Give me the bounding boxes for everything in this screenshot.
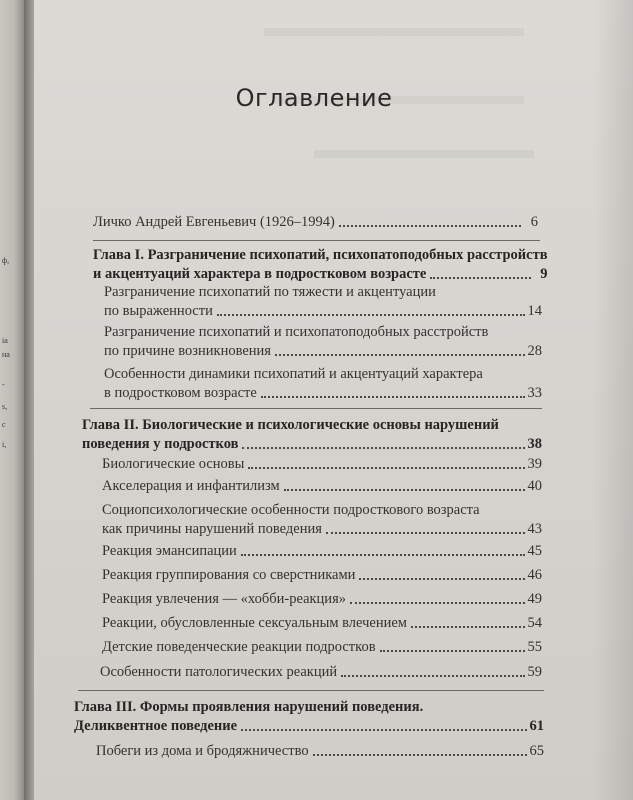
- toc-entry-title: Личко Андрей Евгеньевич (1926–1994): [93, 214, 335, 230]
- toc-entry-title: Реакция увлечения — «хобби-реакция»: [102, 591, 346, 607]
- toc-page-number: 43: [527, 521, 542, 537]
- show-through-shadow: [314, 150, 534, 158]
- dot-leader: [380, 650, 525, 652]
- left-page-text-fragment: і,: [2, 440, 7, 449]
- toc-entry-title: Биологические основы: [102, 456, 245, 472]
- toc-entry-line: Деликвентное поведение: [74, 718, 238, 734]
- toc-entry[interactable]: [104, 323, 542, 361]
- dot-leader: [284, 489, 525, 491]
- toc-entry-title: Реакция группирования со сверстниками: [102, 567, 356, 583]
- page-edge-shadow: [593, 0, 633, 800]
- toc-page-number: 65: [529, 743, 544, 759]
- show-through-shadow: [264, 28, 524, 36]
- toc-entry-line: Глава I. Разграничение психопатий, психопатоподобных расстройств: [93, 247, 548, 263]
- toc-page-number: 9: [540, 266, 548, 282]
- toc-page-number: 46: [527, 567, 542, 583]
- toc-entry-line: Глава III. Формы проявления нарушений поведения.: [74, 699, 424, 715]
- toc-entry[interactable]: [102, 477, 542, 496]
- left-page-text-fragment: ф,: [2, 256, 10, 265]
- toc-entry-title: Детские поведенческие реакции подростков: [102, 639, 376, 655]
- toc-page-number: 54: [527, 615, 542, 631]
- section-divider: [78, 690, 544, 691]
- dot-leader: [430, 277, 530, 279]
- toc-chapter-entry[interactable]: [82, 416, 542, 454]
- toc-page-number: 14: [527, 303, 542, 319]
- toc-entry[interactable]: [104, 283, 542, 321]
- toc-entry[interactable]: [102, 501, 542, 539]
- toc-page-number: 45: [527, 543, 542, 559]
- toc-page-number: 28: [527, 343, 542, 359]
- toc-page-number: 38: [527, 436, 542, 452]
- left-page-text-fragment: іа: [2, 336, 8, 345]
- dot-leader: [275, 354, 525, 356]
- dot-leader: [242, 447, 524, 449]
- toc-entry-title: Реакции, обусловленные сексуальным влечением: [102, 615, 407, 631]
- toc-entry-title: Особенности патологических реакций: [100, 664, 338, 680]
- dot-leader: [341, 675, 524, 677]
- left-page-text-fragment: с: [2, 420, 6, 429]
- toc-entry[interactable]: [100, 663, 542, 682]
- dot-leader: [241, 729, 526, 731]
- toc-entry[interactable]: [102, 542, 542, 561]
- dot-leader: [313, 754, 527, 756]
- toc-page-number: 49: [527, 591, 542, 607]
- toc-page-number: 55: [527, 639, 542, 655]
- toc-entry-line: как причины нарушений поведения: [102, 521, 322, 537]
- toc-page-number: 40: [527, 478, 542, 494]
- toc-chapter-entry[interactable]: [93, 246, 548, 284]
- toc-page-number: 39: [527, 456, 542, 472]
- dot-leader: [217, 314, 525, 316]
- toc-page-number: 33: [527, 385, 542, 401]
- toc-entry-line: и акцентуаций характера в подростковом возрасте: [93, 266, 427, 282]
- toc-entry-line: Разграничение психопатий и психопатоподобных расстройств: [104, 324, 489, 340]
- toc-entry[interactable]: [104, 365, 542, 403]
- toc-entry[interactable]: [102, 590, 542, 609]
- toc-page-number: 61: [529, 718, 544, 734]
- toc-entry[interactable]: [96, 742, 544, 761]
- dot-leader: [326, 532, 525, 534]
- toc-entry-title: Акселерация и инфантилизм: [102, 478, 280, 494]
- book-gutter: [24, 0, 34, 800]
- toc-page-number: 6: [530, 214, 538, 230]
- toc-page-number: 59: [527, 664, 542, 680]
- dot-leader: [350, 602, 525, 604]
- toc-entry[interactable]: [93, 213, 538, 232]
- section-divider: [93, 240, 540, 241]
- toc-entry-line: по причине возникновения: [104, 343, 271, 359]
- dot-leader: [248, 467, 524, 469]
- toc-entry[interactable]: [102, 638, 542, 657]
- toc-entry-title: Побеги из дома и бродяжничество: [96, 743, 309, 759]
- dot-leader: [411, 626, 525, 628]
- toc-entry-line: Особенности динамики психопатий и акцентуаций характера: [104, 366, 483, 382]
- left-page-text-fragment: -: [2, 380, 5, 389]
- toc-entry[interactable]: [102, 614, 542, 633]
- dot-leader: [261, 396, 525, 398]
- left-page-text-fragment: на: [2, 350, 10, 359]
- toc-chapter-entry[interactable]: [74, 698, 544, 736]
- adjacent-left-page: [0, 0, 24, 800]
- dot-leader: [241, 554, 525, 556]
- book-page: [34, 0, 633, 800]
- toc-entry-line: Социопсихологические особенности подросткового возраста: [102, 502, 480, 518]
- toc-entry-title: Реакция эмансипации: [102, 543, 237, 559]
- toc-entry-line: по выраженности: [104, 303, 213, 319]
- toc-entry[interactable]: [102, 455, 542, 474]
- toc-entry-line: в подростковом возрасте: [104, 385, 257, 401]
- toc-entry[interactable]: [102, 566, 542, 585]
- dot-leader: [339, 225, 521, 227]
- toc-entry-line: поведения у подростков: [82, 436, 239, 452]
- toc-entry-line: Разграничение психопатий по тяжести и акцентуации: [104, 284, 436, 300]
- section-divider: [90, 408, 542, 409]
- page-title: Оглавление: [235, 84, 393, 113]
- dot-leader: [359, 578, 524, 580]
- toc-entry-line: Глава II. Биологические и психологические основы нарушений: [82, 417, 499, 433]
- left-page-text-fragment: s,: [2, 402, 8, 411]
